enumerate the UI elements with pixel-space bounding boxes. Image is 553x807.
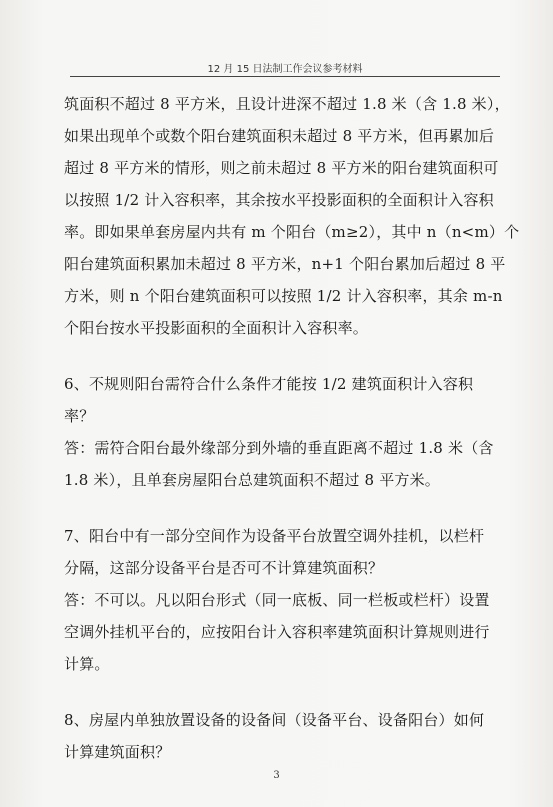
question-7-line: 分隔，这部分设备平台是否可不计算建筑面积？: [64, 559, 384, 577]
page-header: 12 月 15 日法制工作会议参考材料: [207, 64, 363, 75]
page-number: 3: [273, 770, 280, 781]
question-8-line: 8、房屋内单独放置设备的设备间（设备平台、设备阳台）如何: [64, 711, 485, 729]
question-6-line: 率？: [64, 407, 95, 425]
header-divider: [70, 76, 500, 77]
body-line: 阳台建筑面积累加未超过 8 平方米，n+1 个阳台累加后超过 8 平: [64, 255, 506, 273]
body-line: 如果出现单个或数个阳台建筑面积未超过 8 平方米，但再累加后: [64, 127, 495, 145]
question-7-line: 7、阳台中有一部分空间作为设备平台放置空调外挂机，以栏杆: [64, 527, 485, 545]
answer-7-line: 计算。: [64, 655, 110, 673]
body-line: 以按照 1/2 计入容积率，其余按水平投影面积的全面积计入容积: [64, 191, 494, 209]
answer-6-line: 1.8 米），且单套房屋阳台总建筑面积不超过 8 平方米。: [64, 471, 441, 489]
body-line: 筑面积不超过 8 平方米，且设计进深不超过 1.8 米（含 1.8 米），: [64, 95, 510, 113]
question-6-line: 6、不规则阳台需符合什么条件才能按 1/2 建筑面积计入容积: [64, 375, 474, 393]
body-line: 个阳台按水平投影面积的全面积计入容积率。: [64, 319, 369, 337]
answer-7-line: 答：不可以。凡以阳台形式（同一底板、同一栏板或栏杆）设置: [64, 591, 490, 609]
body-line: 率。即如果单套房屋内共有 m 个阳台（m≥2），其中 n（n<m）个: [64, 223, 520, 241]
body-line: 方米，则 n 个阳台建筑面积可以按照 1/2 计入容积率，其余 m-n: [64, 287, 503, 305]
body-line: 超过 8 平方米的情形，则之前未超过 8 平方米的阳台建筑面积可: [64, 159, 499, 177]
answer-6-line: 答：需符合阳台最外缘部分到外墙的垂直距离不超过 1.8 米（含: [64, 439, 494, 457]
question-8-line: 计算建筑面积？: [64, 743, 171, 761]
answer-7-line: 空调外挂机平台的，应按阳台计入容积率建筑面积计算规则进行: [64, 623, 490, 641]
